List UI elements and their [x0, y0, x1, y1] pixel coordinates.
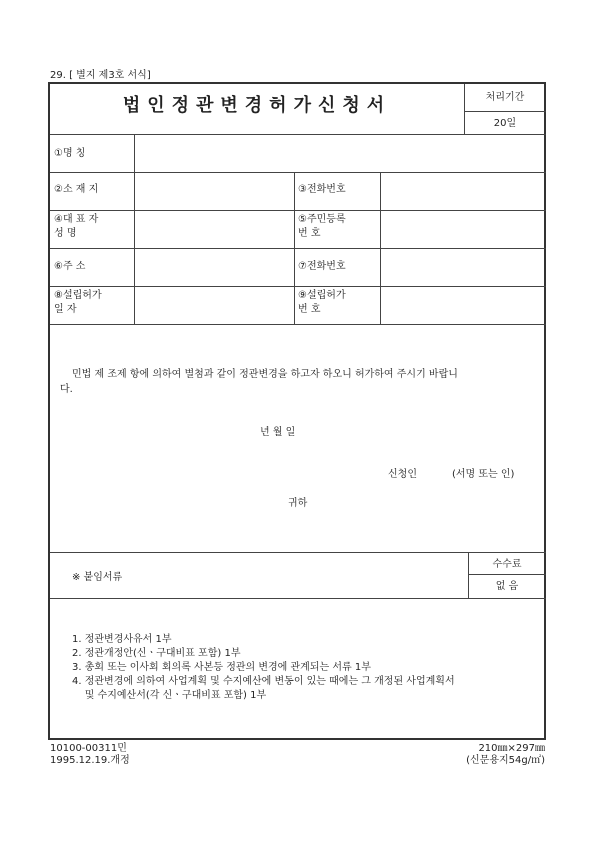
- processing-period-value: 20일: [493, 118, 517, 129]
- attachment-item: 및 수지예산서(각 신ㆍ구대비표 포함) 1부: [72, 690, 267, 701]
- form-code: 10100-00311민: [50, 743, 127, 754]
- attachments-heading: ※ 붙임서류: [72, 572, 123, 583]
- form-reference: 29. [ 별지 제3호 서식]: [50, 70, 151, 81]
- paper-size: 210㎜×297㎜: [478, 743, 545, 754]
- processing-period-label: 처리기간: [485, 92, 525, 103]
- location-label: ②소 재 지: [54, 184, 99, 195]
- form-title: 법인정관변경허가신청서: [122, 95, 392, 116]
- address-label: ⑥주 소: [54, 261, 86, 272]
- attachment-item: 4. 정관변경에 의하여 사업계획 및 수지예산에 변동이 있는 때에는 그 개정된 사업계획서: [72, 676, 455, 687]
- representative-label-1: ④대 표 자: [54, 214, 99, 225]
- revision-date: 1995.12.19.개정: [50, 755, 130, 766]
- fee-label: 수수료: [492, 559, 522, 570]
- fee-line: [468, 574, 546, 575]
- establishment-number-label-2: 번 호: [298, 304, 321, 315]
- phone-field-1[interactable]: [381, 173, 545, 209]
- application-form: [48, 82, 546, 740]
- establishment-date-field[interactable]: [135, 287, 293, 323]
- statement-line-2: 다.: [60, 384, 73, 395]
- establishment-date-label-1: ⑧설립허가: [54, 290, 102, 301]
- location-field[interactable]: [135, 173, 293, 209]
- name-field[interactable]: [135, 135, 545, 171]
- resident-number-label-2: 번 호: [298, 228, 321, 239]
- phone-field-2[interactable]: [381, 249, 545, 285]
- representative-label-2: 성 명: [54, 228, 77, 239]
- address-field[interactable]: [135, 249, 293, 285]
- fee-value: 없 음: [495, 581, 519, 592]
- representative-field[interactable]: [135, 211, 293, 247]
- resident-number-label-1: ⑤주민등록: [298, 214, 346, 225]
- phone-label-2: ⑦전화번호: [298, 261, 346, 272]
- application-date: 년 월 일: [260, 427, 296, 438]
- applicant-label: 신청인: [388, 469, 417, 480]
- phone-label-1: ③전화번호: [298, 184, 346, 195]
- paper-type: (신문용지54g/㎡): [466, 755, 545, 766]
- establishment-number-field[interactable]: [381, 287, 545, 323]
- establishment-date-label-2: 일 자: [54, 304, 77, 315]
- row-line: [50, 324, 546, 325]
- row-line: [50, 552, 546, 553]
- processing-divider: [464, 111, 546, 112]
- recipient-label: 귀하: [288, 498, 308, 509]
- resident-number-field[interactable]: [381, 211, 545, 247]
- attachment-item: 2. 정관개정안(신ㆍ구대비표 포함) 1부: [72, 648, 241, 659]
- statement-line-1: 민법 제 조제 항에 의하여 별첨과 같이 정관변경을 하고자 하오니 허가하여 주시기 바랍니: [72, 369, 458, 380]
- name-label: ①명 칭: [54, 148, 86, 159]
- attachment-item: 3. 총회 또는 이사회 회의록 사본등 정관의 변경에 관계되는 서류 1부: [72, 662, 371, 673]
- attachment-item: 1. 정관변경사유서 1부: [72, 634, 172, 645]
- establishment-number-label-1: ⑨설립허가: [298, 290, 346, 301]
- row-line: [50, 598, 546, 599]
- signature-label: (서명 또는 인): [452, 469, 515, 480]
